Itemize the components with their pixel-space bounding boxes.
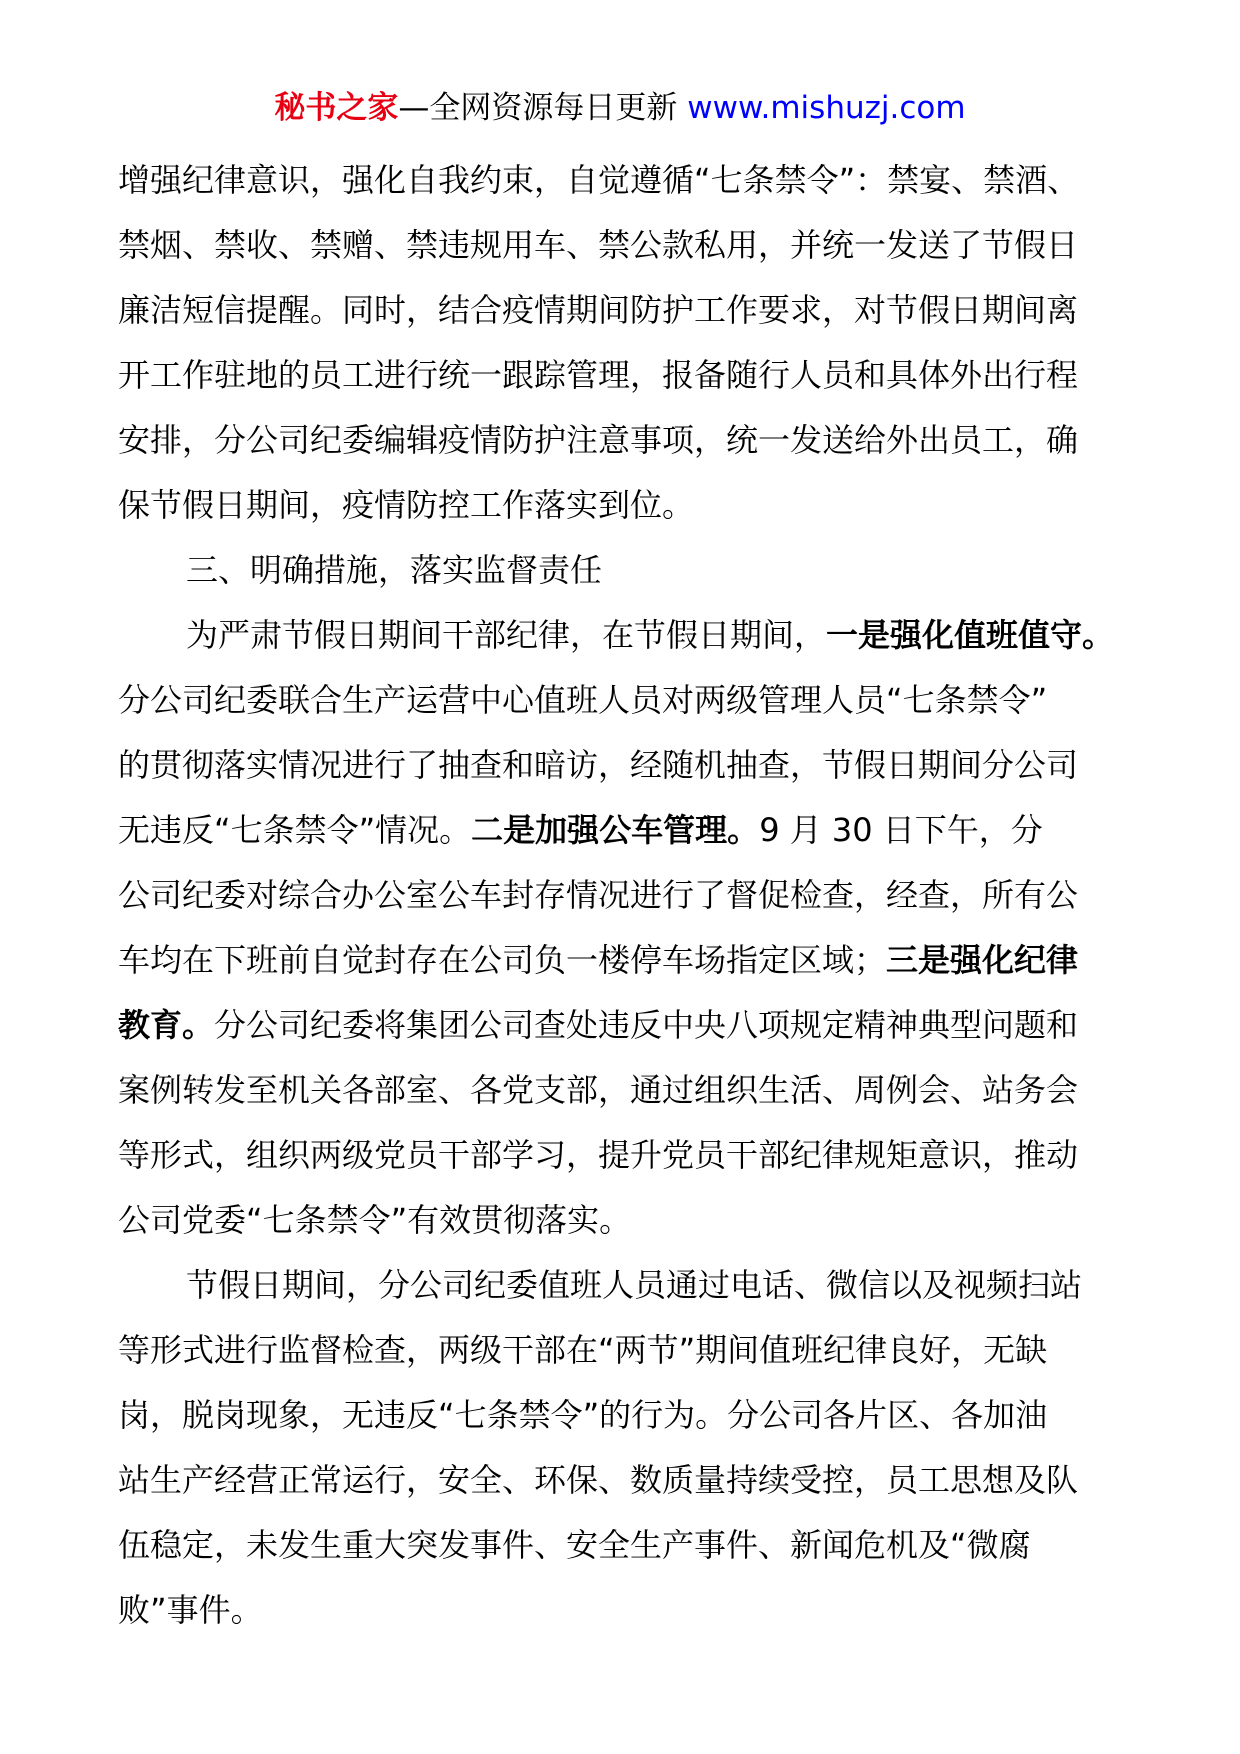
text-line bbox=[118, 863, 1128, 928]
text-segment: 站生产经营正常运行，安全、环保、数质量持续受控，员工思想及队 bbox=[118, 1461, 1079, 1499]
text-segment: 公司纪委对综合办公室公车封存情况进行了督促检查，经查，所有公 bbox=[118, 876, 1079, 914]
text-line bbox=[118, 473, 1128, 538]
text-line bbox=[118, 603, 1128, 668]
text-line bbox=[118, 538, 1128, 603]
text-line bbox=[118, 1058, 1128, 1123]
text-segment: 无违反“七条禁令”情况。 bbox=[118, 811, 472, 849]
text-segment: 廉洁短信提醒。同时，结合疫情期间防护工作要求，对节假日期间离 bbox=[118, 291, 1079, 329]
text-line bbox=[118, 1513, 1128, 1578]
text-line bbox=[118, 148, 1128, 213]
text-line bbox=[118, 993, 1128, 1058]
text-segment: 等形式进行监督检查，两级干部在“两节”期间值班纪律良好，无缺 bbox=[118, 1331, 1048, 1369]
text-line bbox=[118, 1383, 1128, 1448]
text-segment: 岗，脱岗现象，无违反“七条禁令”的行为。分公司各片区、各加油 bbox=[118, 1396, 1048, 1434]
text-line bbox=[118, 733, 1128, 798]
bold-text-segment: 二是加强公车管理。 bbox=[471, 811, 760, 849]
text-line bbox=[118, 1253, 1128, 1318]
text-segment: 的贯彻落实情况进行了抽查和暗访，经随机抽查，节假日期间分公司 bbox=[118, 746, 1079, 784]
document-body bbox=[118, 148, 1128, 1643]
text-segment: 公司党委“七条禁令”有效贯彻落实。 bbox=[118, 1201, 632, 1239]
bold-text-segment: 教育。 bbox=[118, 1006, 215, 1044]
header-url-link[interactable]: www.mishuzj.com bbox=[687, 90, 966, 126]
text-line bbox=[118, 798, 1128, 863]
text-segment: 禁烟、禁收、禁赠、禁违规用车、禁公款私用，并统一发送了节假日 bbox=[118, 226, 1079, 264]
text-line bbox=[118, 278, 1128, 343]
header-brand: 秘书之家 bbox=[274, 90, 399, 126]
text-line bbox=[118, 1448, 1128, 1513]
text-segment: 为严肃节假日期间干部纪律，在节假日期间， bbox=[186, 616, 827, 654]
text-segment: 三、明确措施，落实监督责任 bbox=[186, 551, 603, 589]
text-segment: 保节假日期间，疫情防控工作落实到位。 bbox=[118, 486, 695, 524]
text-line bbox=[118, 408, 1128, 473]
header-slogan: —全网资源每日更新 bbox=[398, 90, 688, 126]
text-segment: 增强纪律意识，强化自我约束，自觉遵循“七条禁令”：禁宴、禁酒、 bbox=[118, 161, 1080, 199]
text-segment: 案例转发至机关各部室、各党支部，通过组织生活、周例会、站务会 bbox=[118, 1071, 1079, 1109]
page-header bbox=[0, 88, 1240, 128]
text-line bbox=[118, 1188, 1128, 1253]
bold-text-segment: 三是强化纪律 bbox=[886, 941, 1079, 979]
text-line bbox=[118, 1123, 1128, 1188]
text-segment: 伍稳定，未发生重大突发事件、安全生产事件、新闻危机及“微腐 bbox=[118, 1526, 1031, 1564]
text-line bbox=[118, 668, 1128, 733]
text-segment: 9 月 30 日下午，分 bbox=[759, 811, 1043, 849]
text-segment: 分公司纪委联合生产运营中心值班人员对两级管理人员“七条禁令” bbox=[118, 681, 1048, 719]
bold-text-segment: 一是强化值班值守。 bbox=[826, 616, 1115, 654]
text-line bbox=[118, 1318, 1128, 1383]
text-segment: 安排，分公司纪委编辑疫情防护注意事项，统一发送给外出员工，确 bbox=[118, 421, 1079, 459]
text-segment: 车均在下班前自觉封存在公司负一楼停车场指定区域； bbox=[118, 941, 887, 979]
text-segment: 分公司纪委将集团公司查处违反中央八项规定精神典型问题和 bbox=[214, 1006, 1079, 1044]
text-line bbox=[118, 343, 1128, 408]
text-line bbox=[118, 1578, 1128, 1643]
text-segment: 节假日期间，分公司纪委值班人员通过电话、微信以及视频扫站 bbox=[186, 1266, 1083, 1304]
text-line bbox=[118, 213, 1128, 278]
text-segment: 等形式，组织两级党员干部学习，提升党员干部纪律规矩意识，推动 bbox=[118, 1136, 1079, 1174]
text-segment: 败”事件。 bbox=[118, 1591, 263, 1629]
text-line bbox=[118, 928, 1128, 993]
text-segment: 开工作驻地的员工进行统一跟踪管理，报备随行人员和具体外出行程 bbox=[118, 356, 1079, 394]
